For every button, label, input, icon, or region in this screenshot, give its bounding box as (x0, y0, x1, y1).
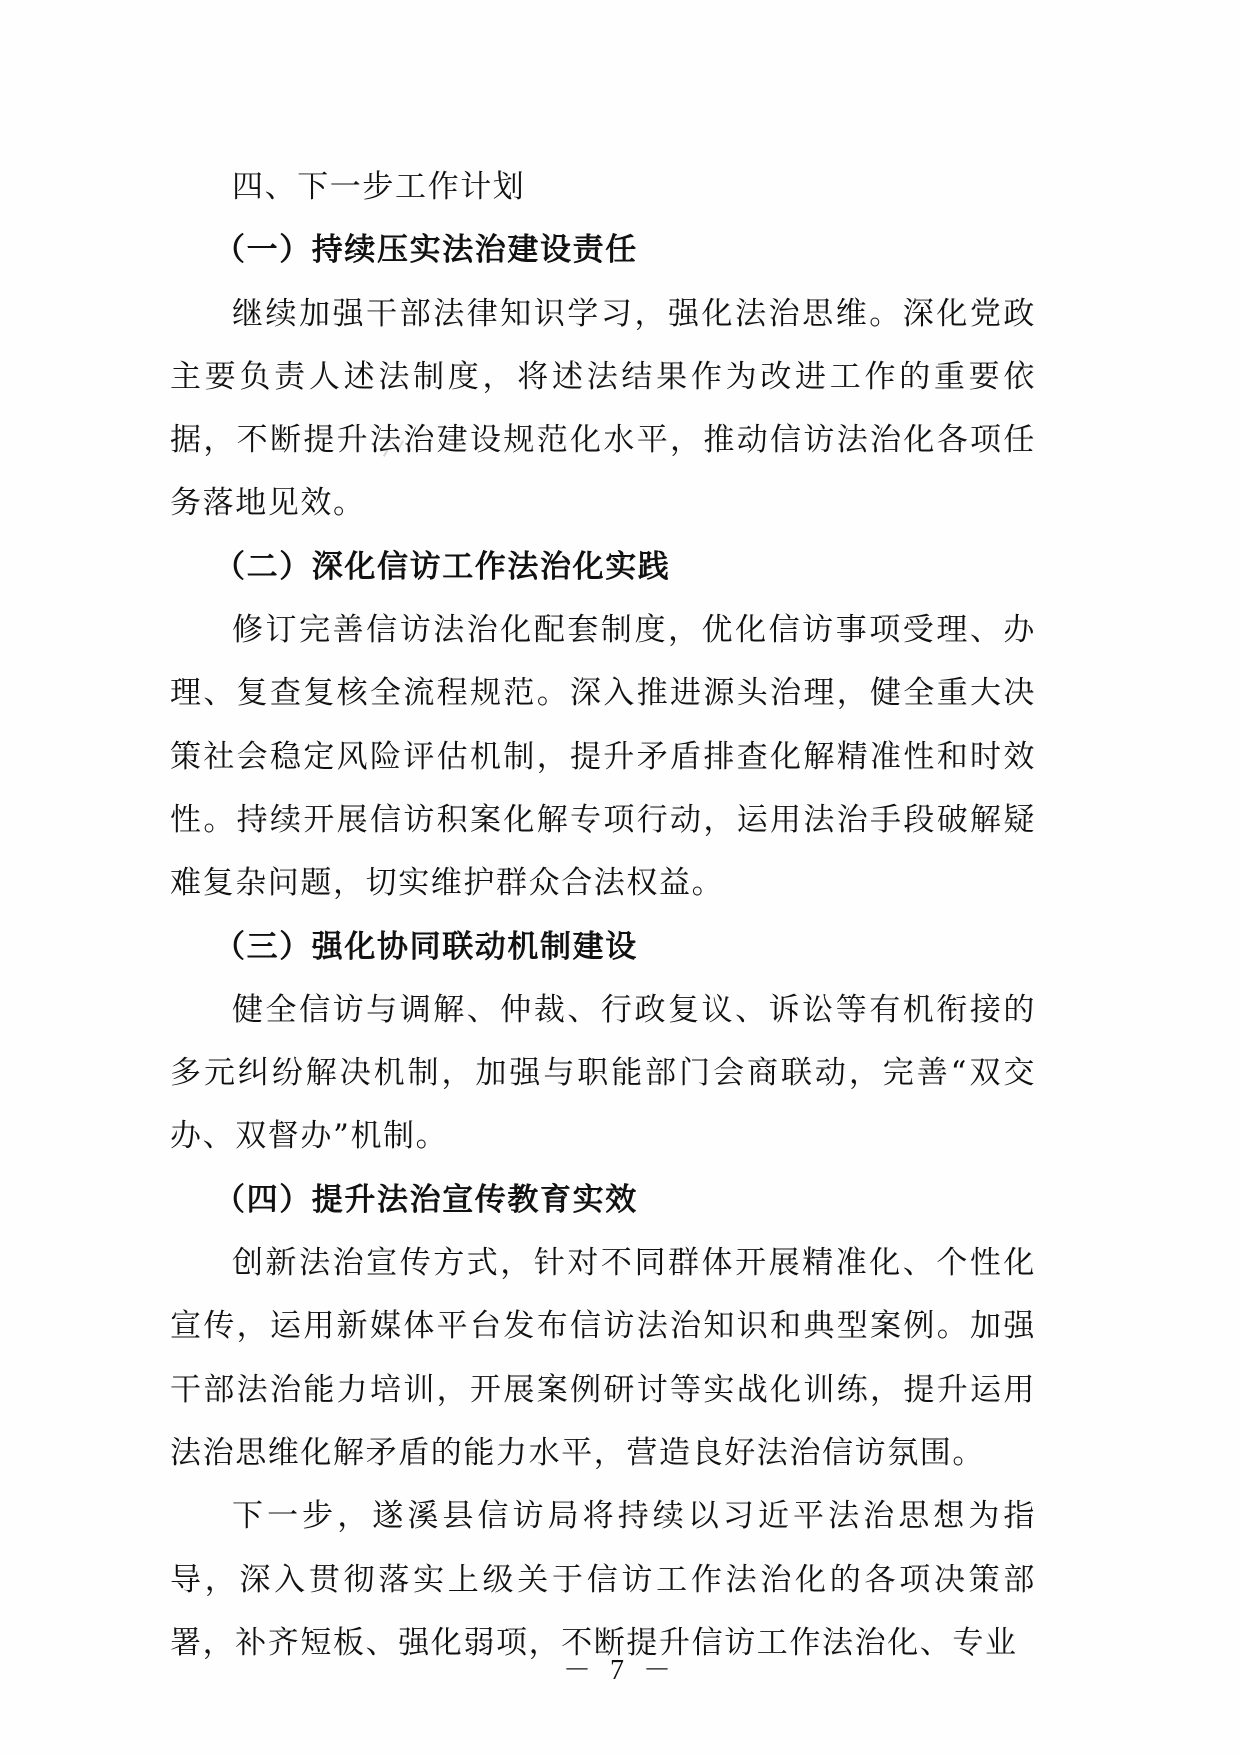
subsection-heading-2: （二）深化信访工作法治化实践 (214, 548, 671, 585)
subsection-heading-1: （一）持续压实法治建设责任 (214, 232, 638, 269)
subsection-3-paragraph: 健全信访与调解、仲裁、行政复议、诉讼等有机衔接的多元纠纷解决机制，加强与职能部门会商联动，完善“双交办、双督办”机制。 (170, 991, 1036, 1155)
subsection-1-paragraph: 继续加强干部法律知识学习，强化法治思维。深化党政主要负责人述法制度，将述法结果作为改进工作的重要依据，不断提升法治建设规范化水平，推动信访法治化各项任务落地见效。 (170, 295, 1036, 522)
subsection-heading-4: （四）提升法治宣传教育实效 (214, 1181, 638, 1218)
subsection-2-paragraph: 修订完善信访法治化配套制度，优化信访事项受理、办理、复查复核全流程规范。深入推进源头治理，健全重大决策社会稳定风险评估机制，提升矛盾排查化解精准性和时效性。持续开展信访积案化解专项行动，运用法治手段破解疑难复杂问题，切实维护群众合法权益。 (170, 612, 1036, 902)
subsection-4-paragraph: 创新法治宣传方式，针对不同群体开展精准化、个性化宣传，运用新媒体平台发布信访法治知识和典型案例。加强干部法治能力培训，开展案例研讨等实战化训练，提升运用法治思维化解矛盾的能力水平，营造良好法治信访氛围。 (170, 1245, 1036, 1471)
section-heading: 四、下一步工作计划 (232, 169, 526, 205)
page-number: － 7 － (562, 1655, 677, 1686)
closing-paragraph: 下一步，遂溪县信访局将持续以习近平法治思想为指导，深入贯彻落实上级关于信访工作法治化的各项决策部署，补齐短板、强化弱项，不断提升信访工作法治化、专业 (170, 1498, 1036, 1661)
subsection-heading-3: （三）强化协同联动机制建设 (214, 928, 638, 965)
document-body (170, 156, 1036, 1675)
